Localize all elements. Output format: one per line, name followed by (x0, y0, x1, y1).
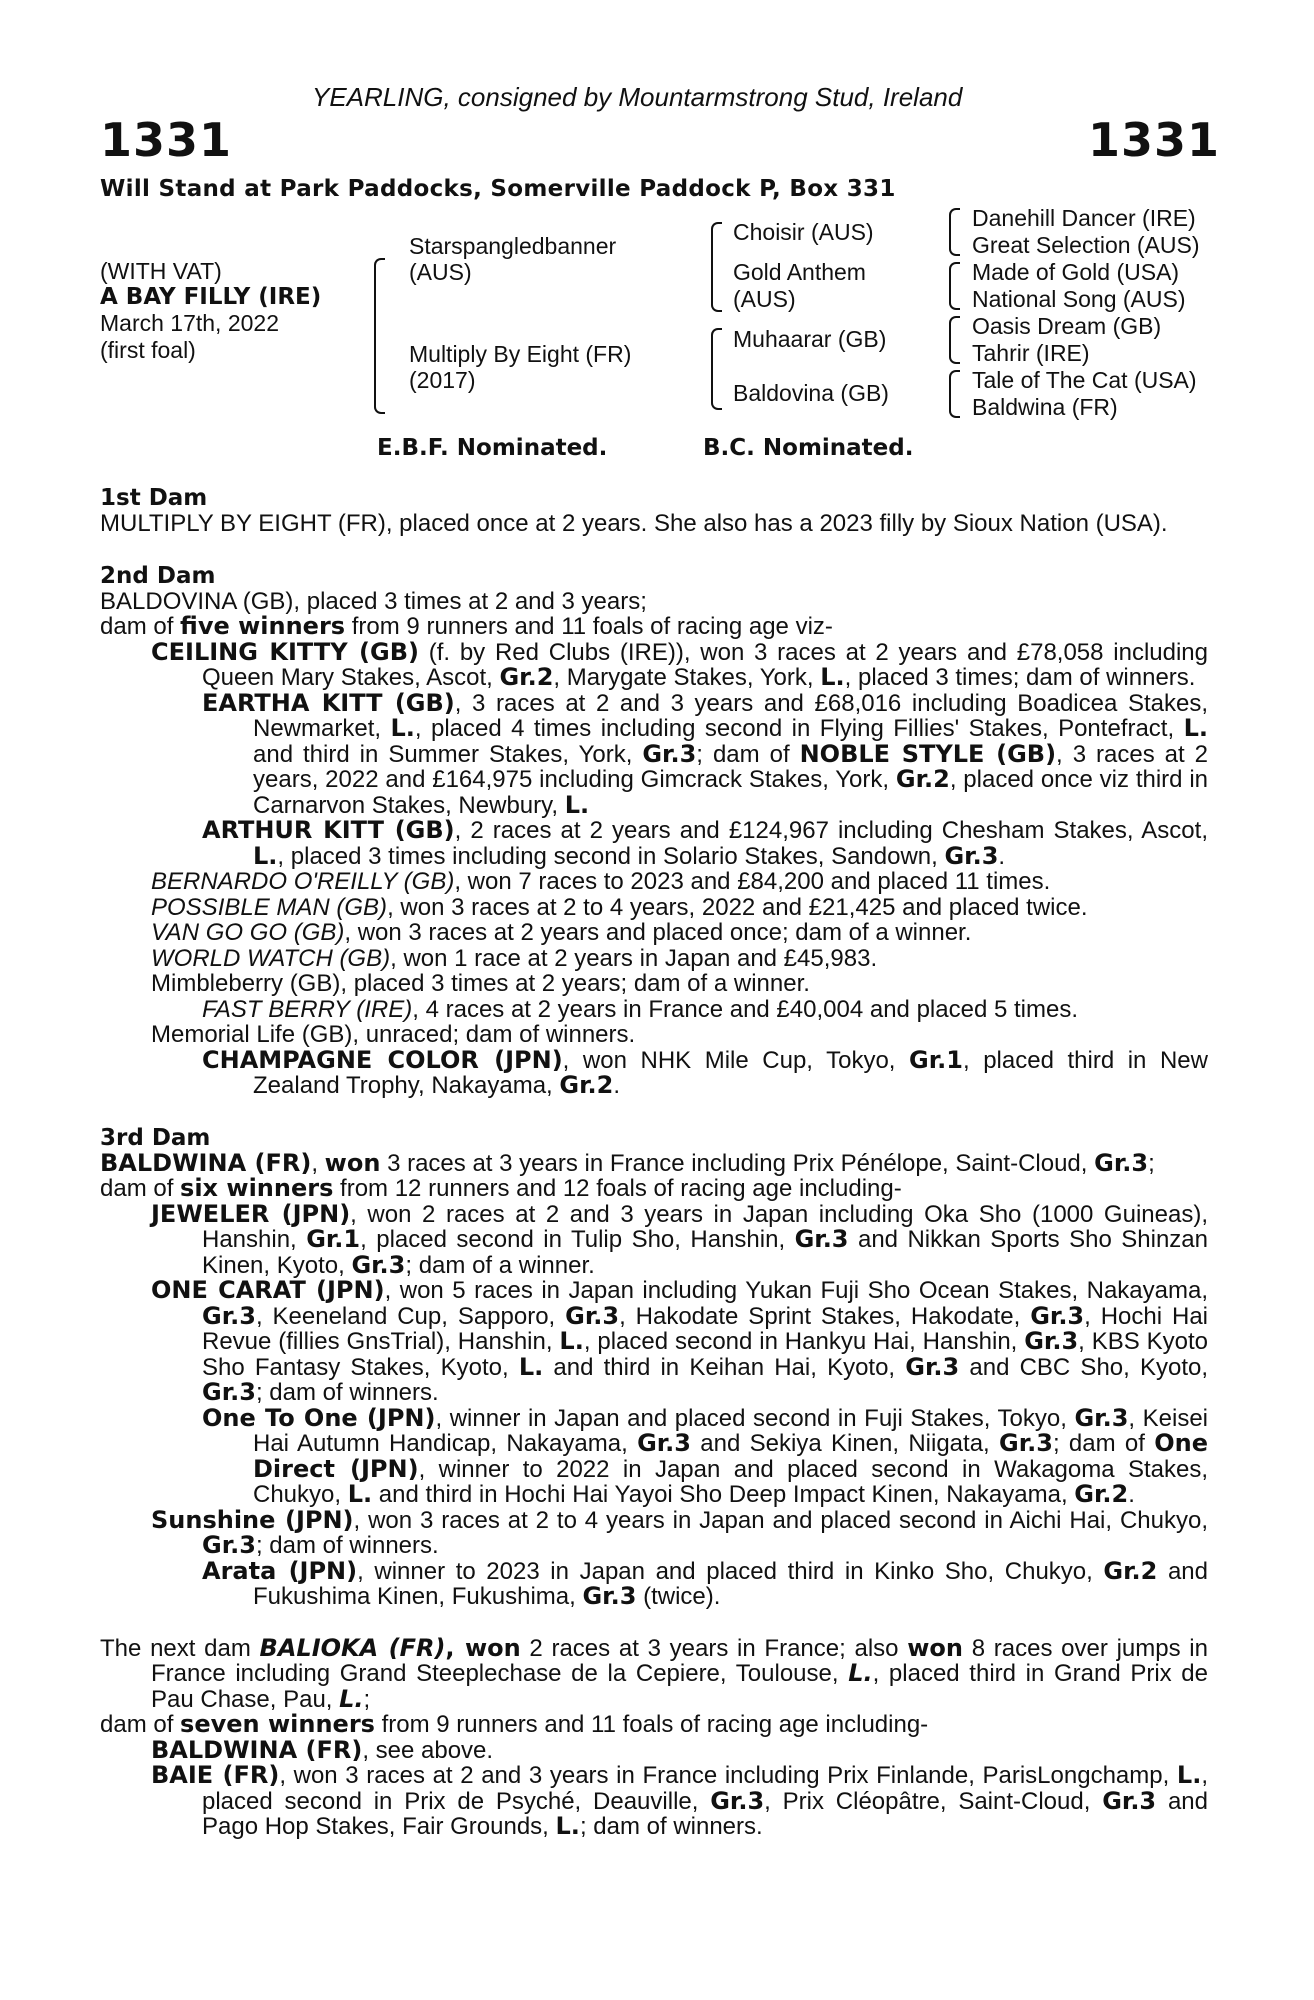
produce-entry: Sunshine (JPN), won 3 races at 2 to 4 years in Japan and placed second in Aichi Hai, Chukyo, Gr.3; dam of winners. (151, 1505, 1208, 1559)
sire-sire: Choisir (AUS) (733, 219, 874, 245)
lot-number-left: 1331 (100, 113, 233, 167)
granddam-3: Tahrir (IRE) (972, 340, 1090, 366)
lot-number-right: 1331 (1088, 113, 1221, 167)
next-dam-produce-summary: dam of seven winners from 9 runners and 11 foals of racing age including- (100, 1710, 929, 1738)
consignor-line: YEARLING, consigned by Mountarmstrong Stud, Ireland (312, 82, 963, 112)
grandsire-2: Made of Gold (USA) (972, 259, 1180, 285)
dam-name: Multiply By Eight (FR) (409, 341, 632, 367)
catalogue-body (100, 485, 1208, 1840)
produce-entry: JEWELER (JPN), won 2 races at 2 and 3 years in Japan including Oka Sho (1000 Guineas), Hanshin, Gr.1, placed second in Tulip Sho, Hanshin, Gr.3 and Nikkan Sports Sho Shinzan Kinen, Kyoto, Gr.3; dam of a winner. (151, 1199, 1208, 1279)
first-dam-text: MULTIPLY BY EIGHT (FR), placed once at 2 years. She also has a 2023 filly by Sioux Nation (USA). (100, 510, 1168, 537)
second-dam-intro: BALDOVINA (GB), placed 3 times at 2 and 3 years; (100, 587, 647, 615)
granddam-4: Baldwina (FR) (972, 394, 1118, 420)
produce-entry: FAST BERRY (IRE), 4 races at 2 years in France and £40,004 and placed 5 times. (202, 995, 1078, 1023)
sire-name: Starspangledbanner (409, 233, 617, 259)
produce-entry: WORLD WATCH (GB), won 1 race at 2 years in Japan and £45,983. (151, 944, 878, 972)
third-dam-heading: 3rd Dam (100, 1124, 211, 1151)
produce-entry: Arata (JPN), winner to 2023 in Japan and placed third in Kinko Sho, Chukyo, Gr.2 and Fukushima Kinen, Fukushima, Gr.3 (twice). (202, 1556, 1208, 1610)
lot-subject-name: A BAY FILLY (IRE) (100, 284, 322, 310)
produce-entry: BALDWINA (FR), see above. (151, 1735, 494, 1764)
granddam-2: National Song (AUS) (972, 286, 1186, 312)
sire-dam-name: Gold Anthem (733, 259, 866, 285)
dam-year: (2017) (409, 367, 476, 393)
brace-g3 (949, 316, 960, 364)
third-dam-produce-summary: dam of six winners from 12 runners and 12 foals of racing age including- (100, 1174, 902, 1202)
stabling-line: Will Stand at Park Paddocks, Somerville Paddock P, Box 331 (100, 176, 896, 202)
foaling-date: March 17th, 2022 (100, 310, 280, 336)
next-dam-section (100, 1633, 1209, 1840)
second-dam-section (100, 563, 1208, 1099)
first-dam-section (100, 485, 1208, 537)
first-dam-heading: 1st Dam (100, 485, 208, 511)
sire-country: (AUS) (409, 259, 472, 285)
brace-sire-dam (374, 258, 385, 414)
produce-entry: Memorial Life (GB), unraced; dam of winners. (151, 1021, 636, 1048)
produce-entry: CEILING KITTY (GB) (f. by Red Clubs (IRE)), won 3 races at 2 years and £78,058 including Queen Mary Stakes, Ascot, Gr.2, Marygate Stakes, York, L., placed 3 times; dam of winners. (151, 637, 1208, 691)
produce-entry: BERNARDO O'REILLY (GB), won 7 races to 2023 and £84,200 and placed 11 times. (151, 868, 1051, 895)
produce-entry: One To One (JPN), winner in Japan and placed second in Fuji Stakes, Tokyo, Gr.3, Keisei Hai Autumn Handicap, Nakayama, Gr.3 and Sekiya Kinen, Niigata, Gr.3; dam of One Direct (JPN), winner to 2022 in Japan and placed second in Wakagoma Stakes, Chukyo, L. and third in Hochi Hai Yayoi Sho Deep Impact Kinen, Nakayama, Gr.2. (202, 1403, 1209, 1508)
grandsire-3: Oasis Dream (GB) (972, 313, 1162, 339)
ebf-nominated: E.B.F. Nominated. (377, 435, 608, 461)
brace-dam-parents (711, 328, 722, 410)
grandsire-1: Danehill Dancer (IRE) (972, 205, 1196, 231)
produce-entry: ONE CARAT (JPN), won 5 races in Japan including Yukan Fuji Sho Ocean Stakes, Nakayama, Gr.3, Keeneland Cup, Sapporo, Gr.3, Hakodate Sprint Stakes, Hakodate, Gr.3, Hochi Hai Revue (fillies GnsTrial), Hanshin, L., placed second in Hankyu Hai, Hanshin, Gr.3, KBS Kyoto Sho Fantasy Stakes, Kyoto, L. and third in Keihan Hai, Kyoto, Gr.3 and CBC Sho, Kyoto, Gr.3; dam of winners. (151, 1276, 1209, 1406)
produce-entry: EARTHA KITT (GB), 3 races at 2 and 3 years and £68,016 including Boadicea Stakes, Newmarket, L., placed 4 times including second in Flying Fillies' Stakes, Pontefract, L. and third in Summer Stakes, York, Gr.3; dam of NOBLE STYLE (GB), 3 races at 2 years, 2022 and £164,975 including Gimcrack Stakes, York, Gr.2, placed once viz third in Carnarvon Stakes, Newbury, L. (202, 688, 1209, 819)
produce-entry: ARTHUR KITT (GB), 2 races at 2 years and £124,967 including Chesham Stakes, Ascot, L., placed 3 times including second in Solario Stakes, Sandown, Gr.3. (202, 816, 1208, 870)
granddam-1: Great Selection (AUS) (972, 232, 1200, 258)
foal-note: (first foal) (100, 337, 196, 363)
next-dam-intro: The next dam BALIOKA (FR), won 2 races at 3 years in France; also won 8 races over jumps in France including Grand Steeplechase de la Cepiere, Toulouse, L., placed third in Grand Prix de Pau Chase, Pau, L.; (100, 1633, 1209, 1713)
brace-sire-parents (711, 222, 722, 312)
third-dam-intro: BALDWINA (FR), won 3 races at 3 years in France including Prix Pénélope, Saint-Cloud, Gr.3; (100, 1148, 1155, 1177)
second-dam-produce-summary: dam of five winners from 9 runners and 11 foals of racing age viz- (100, 612, 833, 640)
produce-entry: POSSIBLE MAN (GB), won 3 races at 2 to 4 years, 2022 and £21,425 and placed twice. (151, 893, 1088, 921)
produce-entry: Mimbleberry (GB), placed 3 times at 2 years; dam of a winner. (151, 970, 810, 997)
produce-entry: BAIE (FR), won 3 races at 2 and 3 years in France including Prix Finlande, ParisLongchamp, L., placed second in Prix de Psyché, Deauville, Gr.3, Prix Cléopâtre, Saint-Cloud, Gr.3 and Pago Hop Stakes, Fair Grounds, L.; dam of winners. (151, 1761, 1209, 1840)
produce-entry: VAN GO GO (GB), won 3 races at 2 years and placed once; dam of a winner. (151, 919, 972, 946)
brace-g2 (949, 262, 960, 310)
vat-note: (WITH VAT) (100, 258, 222, 284)
dam-dam: Baldovina (GB) (733, 380, 889, 406)
sire-dam-country: (AUS) (733, 286, 796, 312)
bc-nominated: B.C. Nominated. (703, 435, 914, 461)
brace-g4 (949, 370, 960, 418)
third-dam-section (100, 1125, 1208, 1610)
brace-g1 (949, 208, 960, 256)
produce-entry: CHAMPAGNE COLOR (JPN), won NHK Mile Cup, Tokyo, Gr.1, placed third in New Zealand Trophy, Nakayama, Gr.2. (202, 1045, 1208, 1099)
second-dam-heading: 2nd Dam (100, 562, 216, 589)
grandsire-4: Tale of The Cat (USA) (972, 367, 1197, 393)
dam-sire: Muhaarar (GB) (733, 326, 887, 352)
